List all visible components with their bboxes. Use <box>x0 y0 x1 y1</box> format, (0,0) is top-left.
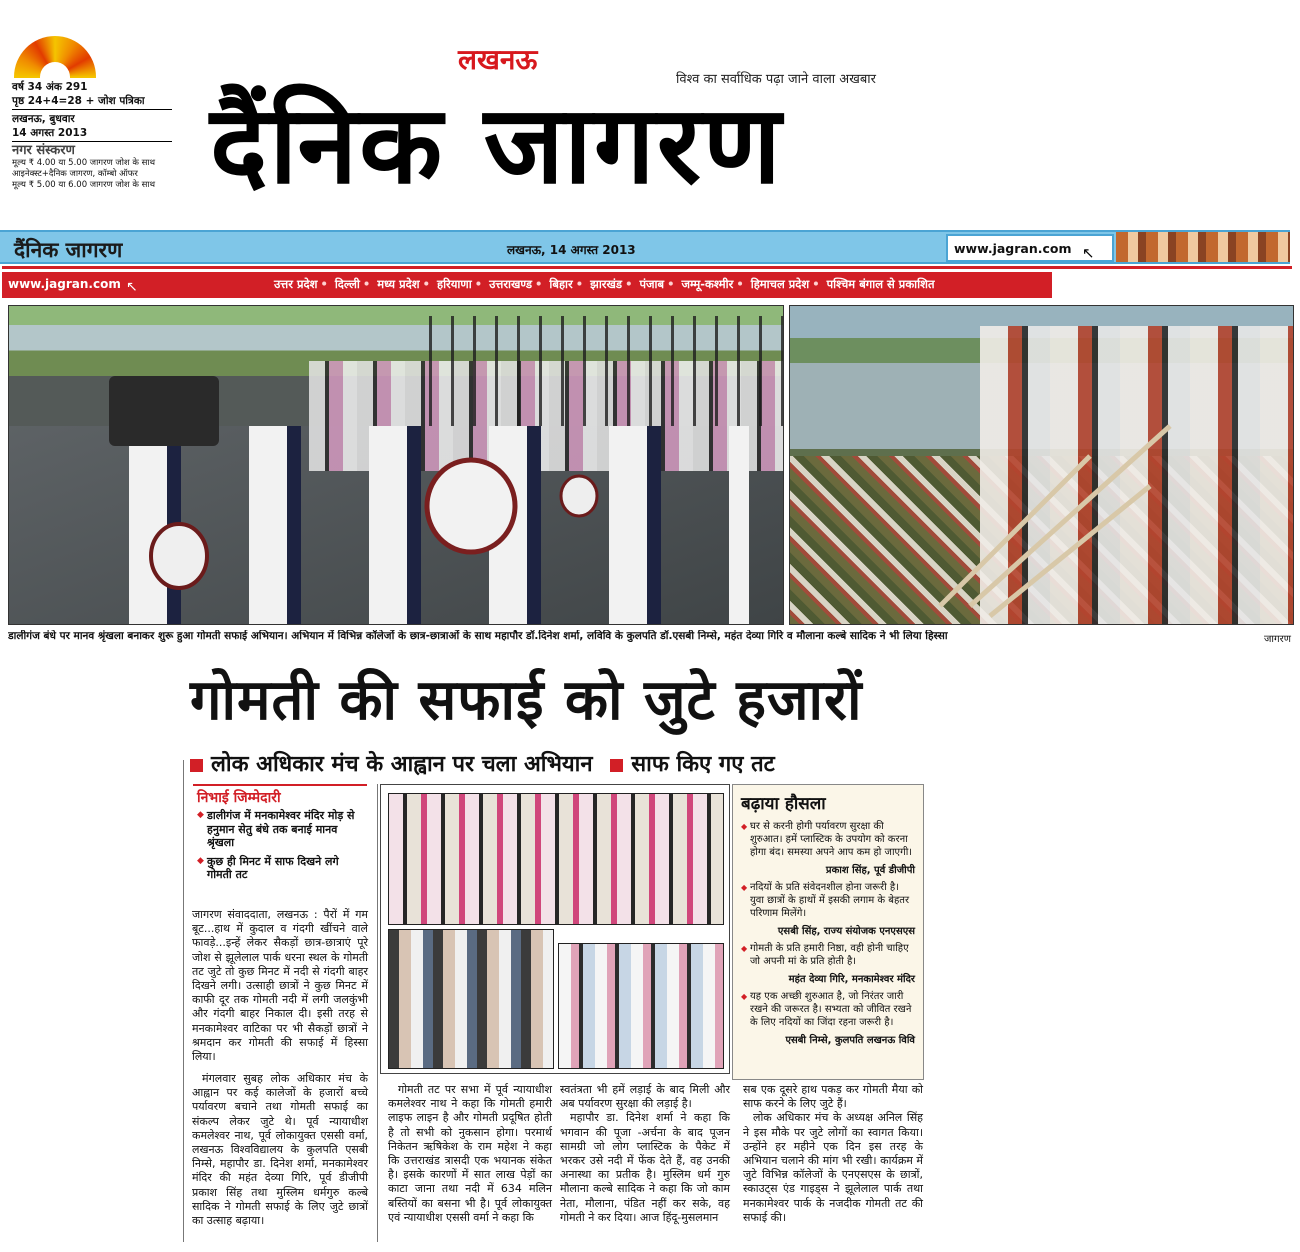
article-paragraph: सब एक दूसरे हाथ पकड़ कर गोमती मैया को साफ करने के लिए जुटे हैं। <box>743 1083 923 1111</box>
region: हिमाचल प्रदेश <box>750 277 810 291</box>
quotes-box <box>732 784 924 1080</box>
article-column-3 <box>560 1083 730 1225</box>
strip-date: लखनऊ, 14 अगस्त 2013 <box>507 243 636 257</box>
page-count: पृष्ठ 24+4=28 + जोश पत्रिका <box>12 94 172 110</box>
region: हरियाणा <box>436 277 472 291</box>
quote-source: एसबी निम्से, कुलपति लखनऊ विवि <box>785 1035 915 1046</box>
article-subheads <box>190 748 775 778</box>
region: उत्तर प्रदेश <box>274 277 318 291</box>
article-column-1 <box>192 908 368 1064</box>
published-regions: उत्तर प्रदेश • दिल्ली • मध्य प्रदेश • हरियाणा • उत्तराखण्ड • बिहार • झारखंड • पंजाब • जम्मू-कश्मीर • हिमाचल प्रदेश • पश्चिम बंगाल से प्रकाशित <box>274 277 935 291</box>
region: मध्य प्रदेश <box>377 277 420 291</box>
masthead-city: लखनऊ <box>458 43 538 76</box>
quotes-title: बढ़ाया हौसला <box>741 794 826 814</box>
article-headline: गोमती की सफाई को जुटे हजारों <box>190 668 863 733</box>
region: पश्चिम बंगाल से प्रकाशित <box>826 277 935 291</box>
bullet-square-icon <box>190 759 203 772</box>
article-column-1b <box>192 1072 368 1228</box>
regions-website-link[interactable]: www.jagran.com <box>8 277 121 291</box>
region: जम्मू-कश्मीर <box>681 277 734 291</box>
price-line-2: आइनेक्स्ट+दैनिक जागरण, कॉम्बो ऑफर <box>12 169 138 179</box>
cursor-icon: ↖ <box>1082 244 1095 262</box>
decorative-photo-strip <box>1116 232 1290 262</box>
masthead-tagline: विश्व का सर्वाधिक पढ़ा जाने वाला अखबार <box>676 72 876 87</box>
highlight-box <box>193 784 367 902</box>
highlight-title: निभाई जिम्मेदारी <box>197 790 281 806</box>
edition-info <box>12 80 172 191</box>
edition-date: 14 अगस्त 2013 <box>12 126 172 142</box>
strip-brand: दैंनिक जागरण <box>14 238 123 262</box>
region: झारखंड <box>590 277 623 291</box>
masthead-title: दैंनिक जागरण <box>210 83 783 208</box>
divider <box>2 266 1292 269</box>
students-photo-collage <box>380 784 730 1074</box>
students-walking-photo <box>388 929 554 1069</box>
subhead-1: लोक अधिकार मंच के आह्वान पर चला अभियान <box>211 752 593 777</box>
region: दिल्ली <box>334 277 360 291</box>
river-cleaning-photo <box>789 305 1294 625</box>
article-paragraph: जागरण संवाददाता, लखनऊ : पैरों में गम बूट...हाथ में कुदाल व गंदगी खींचने वाले फावड़े...इन्हें लेकर सैकड़ों छात्र-छात्राएं पूरे जोश से झूलेलाल पार्क धरना स्थल के गोमती तट जुटे तो कुछ मिनट में नदी से गंदगी बाहर दिखने लगी। उत्साही छात्रों ने कुछ मिनट में काफी दूर तक गोमती नदी में लगी जलकुंभी और गंदगी बाहर निकाल दी। इसी तरह से मनकामेश्वर वाटिका पर भी सैकड़ों छात्रों ने श्रमदान कर गोमती की सफाई में हिस्सा लिया। <box>192 908 368 1064</box>
quote-text: ◆ गोमती के प्रति हमारी निष्ठा, वही होनी चाहिए जो अपनी मां के प्रति होती है। <box>741 942 915 968</box>
drum-illustration <box>9 306 784 625</box>
article-paragraph: गोमती तट पर सभा में पूर्व न्यायाधीश कमलेश्वर नाथ ने कहा कि गोमती हमारी लाइफ लाइन है और गोमती प्रदूषित होती है तो सभी को नुकसान होगा। परमार्थ निकेतन ऋषिकेश के राम महेश ने कहा कि उत्तराखंड त्रासदी एक भयानक संकेत है। इसके कारणों में सात लाख पेड़ों का काटा जाना तथा नदी में 634 मलिन बस्तियों का बसना भी है। पूर्व लोकायुक्त एवं न्यायाधीश एससी वर्मा ने कहा कि <box>388 1083 552 1224</box>
year-issue: वर्ष 34 अंक 291 <box>12 81 88 93</box>
edition-name: नगर संस्करण <box>12 143 75 158</box>
column-rule <box>377 784 378 1242</box>
region: उत्तराखण्ड <box>489 277 533 291</box>
highlight-item: ◆ डालीगंज में मनकामेश्वर मंदिर मोड़ से हनुमान सेतु बंधे तक बनाई मानव श्रृंखला <box>197 809 363 850</box>
photo-caption: डालीगंज बंधे पर मानव श्रृंखला बनाकर शुरू हुआ गोमती सफाई अभियान। अभियान में विभिन्न कॉलेजों के छात्र-छात्राओं के साथ महापौर डॉ.दिनेश शर्मा, लविवि के कुलपति डॉ.एसबी निम्से, महंत देव्या गिरि व मौलाना कल्बे सादिक ने भी लिया हिस्सा <box>8 630 948 642</box>
date-strip <box>0 230 1290 264</box>
students-queue-photo <box>388 793 724 925</box>
photo-credit: जागरण <box>1264 634 1291 645</box>
article-paragraph: महापौर डा. दिनेश शर्मा ने कहा कि भगवान की पूजा -अर्चना के बाद पूजन सामग्री जो लोग प्लास्टिक के पैकेट में भरकर उसे नदी में फेंक देते हैं, वह उनकी अनास्था का प्रतीक है। मुस्लिम धर्म गुरु मौलाना कल्बे सादिक ने कहा कि जो काम नेता, मौलाना, पंडित नहीं कर सके, वह गोमती ने कर दिया। आज हिंदू-मुसलमान <box>560 1111 730 1224</box>
rakes-illustration <box>790 306 1294 625</box>
cursor-icon: ↖ <box>126 279 138 295</box>
article-paragraph: स्वतंत्रता भी हमें लड़ाई के बाद मिली और अब पर्यावरण सुरक्षा की लड़ाई है। <box>560 1083 730 1111</box>
quote-source: महंत देव्या गिरि, मनकामेश्वर मंदिर <box>788 974 915 985</box>
highlight-item: ◆ कुछ ही मिनट में साफ दिखने लगे गोमती तट <box>197 855 363 882</box>
region: बिहार <box>549 277 573 291</box>
quote-text: ◆ नदियों के प्रति संवेदनशील होना जरूरी है। युवा छात्रों के हाथों में इसकी लगाम के बेहतर परिणाम मिलेंगे। <box>741 881 915 920</box>
region: पंजाब <box>639 277 665 291</box>
regions-strip <box>2 272 1052 298</box>
article-column-4 <box>743 1083 923 1225</box>
quote-text: ◆ यह एक अच्छी शुरुआत है, जो निरंतर जारी रखने की जरूरत है। सभ्यता को जीवित रखने के लिए नदियों का जिंदा रहना जरूरी है। <box>741 990 915 1029</box>
students-gathering-photo <box>558 943 724 1069</box>
city-day: लखनऊ, बुधवार <box>12 113 75 125</box>
quote-source: प्रकाश सिंह, पूर्व डीजीपी <box>825 865 915 876</box>
subhead-2: साफ किए गए तट <box>631 752 775 777</box>
article-paragraph: लोक अधिकार मंच के अध्यक्ष अनिल सिंह ने इस मौके पर जुटे लोगों का स्वागत किया। उन्होंने हर महीने एक दिन इस तरह के अभियान चलाने की मांग भी रखी। कार्यक्रम में जुटे विभिन्न कॉलेजों के एनएसएस के छात्रों, स्काउट्स एंड गाइड्स ने झूलेलाल पार्क तथा मनकामेश्वर पार्क के नजदीक गोमती तट की सफाई की। <box>743 1111 923 1224</box>
quote-source: एसबी सिंह, राज्य संयोजक एनएसएस <box>777 926 915 937</box>
bullet-square-icon <box>610 759 623 772</box>
website-link[interactable]: www.jagran.com <box>946 234 1114 262</box>
price-line-3: मूल्य ₹ 5.00 या 6.00 जागरण जोश के साथ <box>12 180 156 190</box>
quote-text: ◆ घर से करनी होगी पर्यावरण सुरक्षा की शुरुआत। हमें प्लास्टिक के उपयोग को करना होगा बंद। समस्या अपने आप कम हो जाएगी। <box>741 820 915 859</box>
jagran-sun-logo <box>14 36 96 78</box>
article-column-2 <box>388 1083 552 1225</box>
price-line-1: मूल्य ₹ 4.00 या 5.00 जागरण जोश के साथ <box>12 158 156 168</box>
article-paragraph: मंगलवार सुबह लोक अधिकार मंच के आह्वान पर कई कालेजों के हजारों बच्चे पर्यावरण बचाने तथा गोमती सफाई का संकल्प लेकर जुटे थे। पूर्व न्यायाधीश कमलेश्वर नाथ, पूर्व लोकायुक्त एससी वर्मा, लखनऊ विश्वविद्यालय के कुलपति एसबी निम्से, महापौर डा. दिनेश शर्मा, मनकामेश्वर मंदिर की महंत देव्या गिरि, पूर्व डीजीपी प्रकाश सिंह तथा मुस्लिम धर्मगुरु कल्बे सादिक ने गोमती सफाई के लिए जुटे छात्रों का उत्साह बढ़ाया। <box>192 1072 368 1228</box>
column-rule <box>183 760 184 1242</box>
band-procession-photo <box>8 305 784 625</box>
